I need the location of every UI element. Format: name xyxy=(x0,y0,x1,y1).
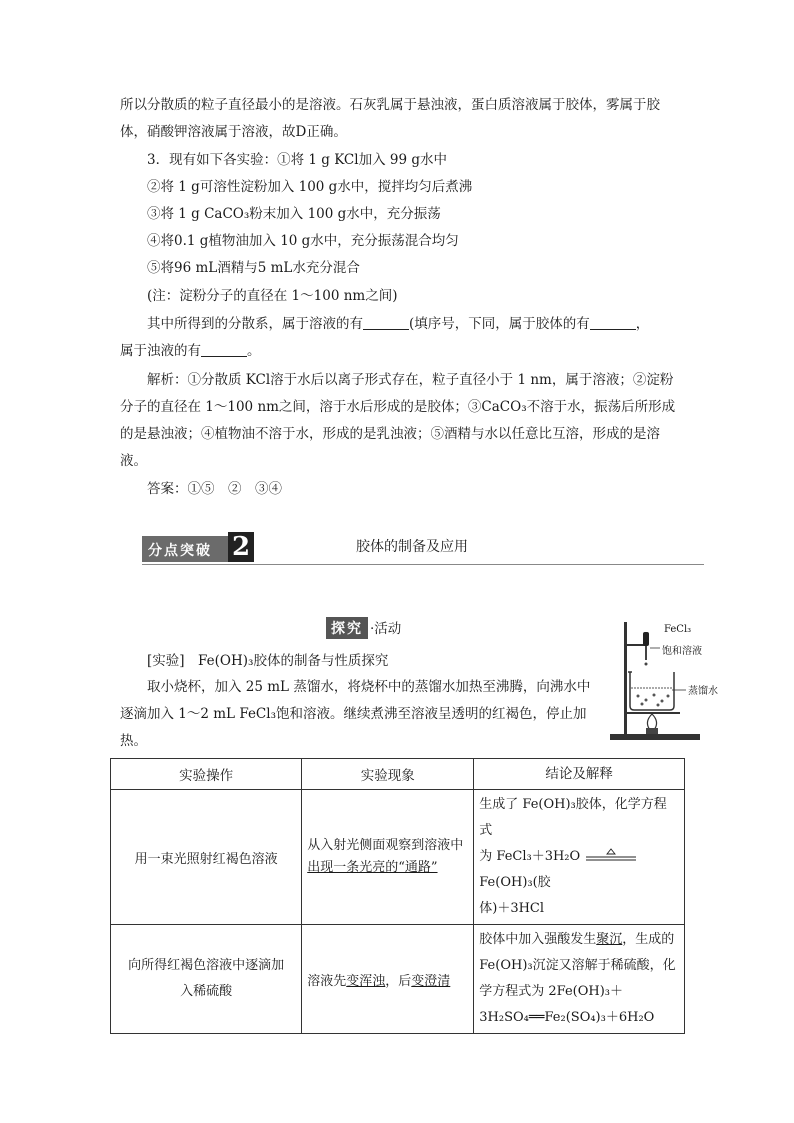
row2-phenomenon-underlined-2: 变澄清 xyxy=(411,973,451,989)
table-row xyxy=(111,925,685,1034)
heating-equation-sign xyxy=(584,848,638,862)
explore-activity: ·活动 xyxy=(370,621,402,637)
apparatus-label-fecl3: FeCl₃ xyxy=(664,624,692,635)
section-heading xyxy=(142,532,704,564)
row2-conclusion-line-4: 3H₂SO₄══Fe₂(SO₄)₃＋6H₂O xyxy=(479,1010,655,1025)
explore-badge: 探究 xyxy=(326,617,368,639)
intro-line-2: 体，硝酸钾溶液属于溶液，故D正确。 xyxy=(120,124,347,140)
explore-heading xyxy=(326,617,401,639)
question-3-note: (注：淀粉分子的直径在 1～100 nm之间) xyxy=(147,288,398,304)
experiment-table xyxy=(110,758,685,1034)
ask-comma: ， xyxy=(635,316,650,332)
apparatus-label-saturated: 饱和溶液 xyxy=(662,646,702,657)
experiment-title: [实验] Fe(OH)₃胶体的制备与性质探究 xyxy=(147,653,389,669)
ask-period: 。 xyxy=(247,343,261,359)
table-header-row xyxy=(111,759,685,790)
row2-operation: 向所得红褐色溶液中逐滴加入稀硫酸 xyxy=(111,925,302,1034)
row1-equation-right: Fe(OH)₃(胶 xyxy=(479,875,551,890)
experiment-line-3: 热。 xyxy=(120,733,147,749)
row2-phenomenon-text-a: 溶液先 xyxy=(307,973,347,989)
row2-phenomenon xyxy=(302,925,474,1034)
row2-conclusion-line-1 xyxy=(479,927,679,953)
answer-blank-colloid[interactable] xyxy=(590,315,636,330)
question-3-item-3: ③将 1 g CaCO₃粉末加入 100 g水中，充分振荡 xyxy=(147,206,441,222)
row1-conclusion-line-3: 体)＋3HCl xyxy=(479,901,545,916)
row1-phenomenon-text: 从入射光侧面观察到溶液中 xyxy=(307,838,464,853)
row1-equation-left: 为 FeCl₃＋3H₂O xyxy=(479,849,581,864)
ask-solution-label: 其中所得到的分散系，属于溶液的有 xyxy=(147,316,363,332)
row2-phenomenon-text-b: ，后 xyxy=(385,973,412,989)
row2-conclusion xyxy=(474,925,685,1034)
analysis-line-3: 的是悬浊液；④植物油不溶于水，形成的是乳浊液；⑤酒精与水以任意比互溶，形成的是溶 xyxy=(120,426,660,442)
analysis-line-4: 液。 xyxy=(120,453,147,469)
analysis-line-2: 分子的直径在 1～100 nm之间，溶于水后形成的是胶体；③CaCO₃不溶于水，振荡后所形成 xyxy=(120,399,676,415)
section-divider xyxy=(142,564,704,565)
section-badge xyxy=(142,532,254,562)
row1-conclusion xyxy=(474,790,685,925)
row1-conclusion-line-1: 生成了 Fe(OH)₃胶体，化学方程式 xyxy=(479,797,667,838)
answer-line: 答案：①⑤ ② ③④ xyxy=(147,481,282,497)
intro-line-1: 所以分散质的粒子直径最小的是溶液。石灰乳属于悬浊液，蛋白质溶液属于胶体，雾属于胶 xyxy=(120,97,660,113)
section-badge-number: 2 xyxy=(228,532,254,562)
question-3-item-4: ④将0.1 g植物油加入 10 g水中，充分振荡混合均匀 xyxy=(147,233,459,249)
row2-conclusion-text-a: 胶体中加入强酸发生 xyxy=(479,932,597,947)
analysis-line-1: 解析：①分散质 KCl溶于水后以离子形式存在，粒子直径小于 1 nm，属于溶液；②淀粉 xyxy=(147,372,674,388)
question-3-stem: 3．现有如下各实验：①将 1 g KCl加入 99 g水中 xyxy=(147,152,447,168)
row2-conclusion-text-b: ，生成的 xyxy=(622,932,675,947)
experiment-line-2: 逐滴加入 1～2 mL FeCl₃饱和溶液。继续煮沸至溶液呈透明的红褐色，停止加 xyxy=(120,706,587,722)
row2-conclusion-underlined: 聚沉 xyxy=(596,932,623,947)
row2-conclusion-line-2: Fe(OH)₃沉淀又溶解于稀硫酸，化 xyxy=(479,958,676,973)
apparatus-label-water: 蒸馏水 xyxy=(688,686,718,697)
question-3-item-5: ⑤将96 mL酒精与5 mL水充分混合 xyxy=(147,260,360,276)
section-title: 胶体的制备及应用 xyxy=(356,539,468,555)
table-header-conclusion: 结论及解释 xyxy=(474,759,685,790)
ask-turbid-label: 属于浊液的有 xyxy=(120,343,201,359)
table-header-operation: 实验操作 xyxy=(111,759,302,790)
answer-blank-solution[interactable] xyxy=(363,315,409,330)
row2-conclusion-line-3: 学方程式为 2Fe(OH)₃＋ xyxy=(479,984,624,999)
row1-phenomenon xyxy=(302,790,474,925)
question-3-item-2: ②将 1 g可溶性淀粉加入 100 g水中，搅拌均匀后煮沸 xyxy=(147,179,473,195)
question-3-ask xyxy=(147,311,692,338)
table-header-phenomenon: 实验现象 xyxy=(302,759,474,790)
section-badge-label: 分点突破 xyxy=(148,543,212,559)
ask-colloid-label: (填序号，下同，属于胶体的有 xyxy=(409,316,590,332)
answer-blank-turbid[interactable] xyxy=(201,342,247,357)
question-3-ask-cont xyxy=(120,338,686,365)
row1-phenomenon-underlined: 出现一条光亮的“通路” xyxy=(307,860,438,875)
experiment-line-1: 取小烧杯，加入 25 mL 蒸馏水，将烧杯中的蒸馏水加热至沸腾，向沸水中 xyxy=(147,679,591,695)
table-row xyxy=(111,790,685,925)
row2-phenomenon-underlined-1: 变浑浊 xyxy=(346,973,386,989)
row1-conclusion-line-2 xyxy=(479,844,679,896)
row1-operation: 用一束光照射红褐色溶液 xyxy=(111,790,302,925)
